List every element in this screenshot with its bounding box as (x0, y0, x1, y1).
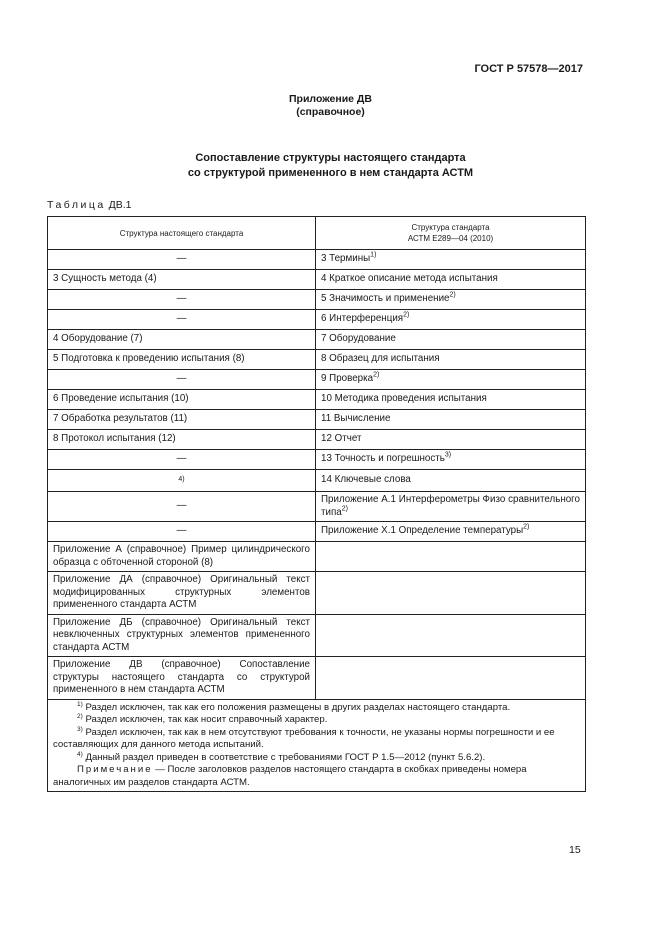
table-row (48, 470, 586, 492)
table-row (48, 430, 586, 450)
table-row (48, 522, 586, 542)
cell-left: 6 Проведение испытания (10) (48, 390, 316, 410)
table-row (48, 310, 586, 330)
cell-left: Приложение ДВ (справочное) Сопоставление структуры настоящего стандарта со структурой примененного в нем стандарта АСТМ (48, 657, 316, 700)
footnote-mark: 3) (77, 725, 83, 733)
cell-right: 12 Отчет (316, 430, 586, 450)
table-row (48, 542, 586, 572)
cell-right: 13 Точность и погрешность$^{3)}$ (316, 450, 586, 470)
structure-comparison-table (47, 216, 586, 792)
cell-left: — (48, 450, 316, 470)
table-caption-label: Таблица (47, 199, 106, 211)
annex-title: Приложение ДВ (289, 93, 372, 105)
table-row (48, 410, 586, 430)
table-row (48, 614, 586, 657)
table-note (53, 764, 580, 789)
footnote-ref: 2) (373, 371, 380, 379)
header-right-line-1: Структура стандарта (411, 223, 490, 232)
page-title (0, 151, 661, 181)
cell-left: — (48, 370, 316, 390)
annex-subtitle: (справочное) (296, 106, 365, 118)
page-title-line-2: со структурой примененного в нем стандарта АСТМ (187, 167, 474, 179)
cell-left: Приложение ДБ (справочное) Оригинальный текст невключенных структурных элементов примененного стандарта АСТМ (48, 614, 316, 657)
table-row (48, 450, 586, 470)
cell-right: 3 Термины$^{1)}$ (316, 250, 586, 270)
footnote-text: Раздел исключен, так как его положения размещены в других разделах настоящего стандарта. (82, 701, 511, 713)
cell-left: — (48, 310, 316, 330)
cell-right: Приложение А.1 Интерферометры Физо сравнительного типа$^{2)}$ (316, 492, 586, 522)
header-right (316, 217, 586, 250)
cell-left: 5 Подготовка к проведению испытания (8) (48, 350, 316, 370)
note-label: Примечание (77, 764, 153, 775)
page-title-line-1: Сопоставление структуры настоящего стандарта (195, 152, 466, 164)
table-row (48, 290, 586, 310)
footnote (53, 752, 580, 765)
footnote-ref: 2) (403, 311, 410, 319)
cell-left: — (48, 522, 316, 542)
table-row (48, 350, 586, 370)
table-row (48, 492, 586, 522)
cell-left: 8 Протокол испытания (12) (48, 430, 316, 450)
table-caption-number: ДВ.1 (105, 199, 132, 211)
header-right-line-2: АСТМ Е289—04 (2010) (407, 234, 494, 243)
cell-left: Приложение А (справочное) Пример цилиндрического образца с обточенной стороной (8) (48, 542, 316, 572)
table-notes (48, 699, 586, 792)
footnote (53, 727, 580, 752)
table-row (48, 370, 586, 390)
table-row (48, 250, 586, 270)
table-row (48, 270, 586, 290)
cell-left: 3 Сущность метода (4) (48, 270, 316, 290)
cell-left: 7 Обработка результатов (11) (48, 410, 316, 430)
footnote-mark: 2) (77, 712, 83, 720)
header-left: Структура настоящего стандарта (48, 217, 316, 250)
footnote-ref: 1) (370, 251, 377, 259)
table-header-row (48, 217, 586, 250)
cell-right: 10 Методика проведения испытания (316, 390, 586, 410)
table-notes-row (48, 699, 586, 792)
cell-right: 6 Интерференция$^{2)}$ (316, 310, 586, 330)
cell-left: Приложение ДА (справочное) Оригинальный текст модифицированных структурных элементов примененного стандарта АСТМ (48, 572, 316, 615)
cell-right: 5 Значимость и применение$^{2)}$ (316, 290, 586, 310)
cell-right: 4 Краткое описание метода испытания (316, 270, 586, 290)
table-caption (47, 199, 131, 211)
cell-left: — (48, 250, 316, 270)
footnote-mark: 1) (77, 700, 83, 708)
table-row (48, 657, 586, 700)
cell-left: — (48, 290, 316, 310)
cell-left-footnote-ref: 4) (48, 470, 316, 492)
cell-right (316, 542, 586, 572)
footnote (53, 714, 580, 727)
cell-right (316, 657, 586, 700)
note-text: — После заголовков разделов настоящего стандарта в скобках приведены номера аналогичных им разделов стандарта АСТМ. (53, 764, 527, 788)
cell-right: Приложение Х.1 Определение температуры$^{2)}$ (316, 522, 586, 542)
document-code: ГОСТ Р 57578—2017 (474, 63, 583, 75)
cell-left: 4 Оборудование (7) (48, 330, 316, 350)
cell-right (316, 614, 586, 657)
table-row (48, 390, 586, 410)
table-row (48, 330, 586, 350)
cell-right: 9 Проверка$^{2)}$ (316, 370, 586, 390)
cell-right (316, 572, 586, 615)
footnote-ref: 2) (341, 505, 348, 513)
cell-right: 14 Ключевые слова (316, 470, 586, 492)
footnote (53, 702, 580, 715)
cell-right: 8 Образец для испытания (316, 350, 586, 370)
footnote-text: Раздел исключен, так как в нем отсутствуют требования к точности, не указаны нормы погрешности и ее составляющих для данного метода испытаний. (53, 726, 555, 750)
table-row (48, 572, 586, 615)
cell-right: 7 Оборудование (316, 330, 586, 350)
cell-left: — (48, 492, 316, 522)
annex-heading (0, 93, 661, 119)
footnote-mark: 4) (77, 750, 83, 758)
footnote-ref: 2) (449, 291, 456, 299)
footnote-text: Раздел исключен, так как носит справочный характер. (82, 714, 328, 725)
cell-right: 11 Вычисление (316, 410, 586, 430)
footnote-ref: 3) (444, 451, 452, 459)
footnote-ref: 2) (523, 523, 530, 531)
footnote-text: Данный раздел приведен в соответствие с требованиями ГОСТ Р 1.5—2012 (пункт 5.6.2). (82, 751, 486, 763)
page-number: 15 (569, 844, 581, 856)
